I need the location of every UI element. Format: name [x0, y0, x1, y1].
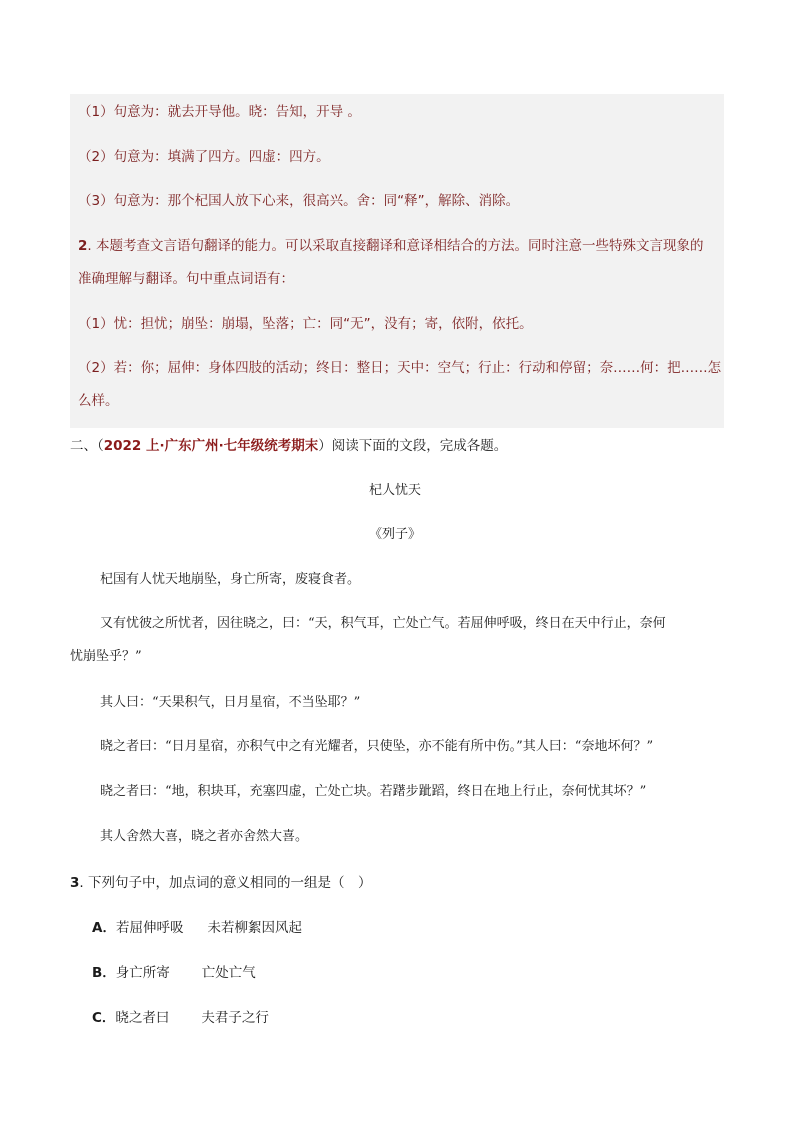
- section-header: [70, 437, 507, 455]
- answer-q2-intro-text: . 本题考查文言语句翻译的能力。可以采取直接翻译和意译相结合的方法。同时注意一些特殊文言现象的: [87, 238, 704, 254]
- passage-title: 杞人忧天: [369, 483, 422, 498]
- section-suffix: ）阅读下面的文段，完成各题。: [318, 438, 508, 454]
- answer-q1-item-1: （1）句意为：就去开导他。晓：告知，开导 。: [78, 104, 361, 120]
- option-c-left: 晓之者曰: [115, 1010, 170, 1026]
- passage-paragraph-6: 其人舍然大喜，晓之者亦舍然大喜。: [100, 829, 309, 844]
- answer-q1-item-2: （2）句意为：填满了四方。四虚：四方。: [78, 149, 330, 165]
- section-source: 2022 上·广东广州·七年级统考期末: [103, 438, 319, 454]
- passage-paragraph-2: 又有忧彼之所忧者，因往晓之，曰：“天，积气耳，亡处亡气。若屈伸呼吸，终日在天中行止，奈何: [100, 616, 666, 631]
- answer-q2-item-2-cont: 么样。: [78, 393, 119, 409]
- passage-paragraph-2-cont: 忧崩坠乎？”: [70, 649, 142, 664]
- passage-paragraph-4: 晓之者曰：“日月星宿，亦积气中之有光耀者，只使坠，亦不能有所中伤。”其人曰：“奈地坏何？”: [100, 739, 654, 754]
- passage-author: 《列子》: [369, 527, 422, 542]
- passage-paragraph-3: 其人曰：“天果积气，日月星宿，不当坠耶？”: [100, 695, 361, 710]
- option-a-label: A．: [92, 920, 116, 936]
- option-c[interactable]: [92, 1009, 269, 1027]
- option-c-label: C．: [92, 1010, 116, 1026]
- answer-q2-intro: [78, 237, 704, 255]
- answer-q2-item-2: （2）若：你；屈伸：身体四肢的活动；终日：整日；天中：空气；行止：行动和停留；奈……何：把……怎: [78, 360, 722, 376]
- section-prefix: 二、（: [70, 438, 104, 454]
- answer-q2-intro-cont: 准确理解与翻译。句中重点词语有：: [78, 271, 294, 287]
- answer-q2-item-1: （1）忧：担忧；崩坠：崩塌，坠落；亡：同“无”，没有；寄，依附，依托。: [78, 316, 533, 332]
- option-a-left: 若屈伸呼吸: [115, 920, 184, 936]
- option-c-right: 夫君子之行: [201, 1010, 269, 1026]
- option-b[interactable]: [92, 964, 256, 982]
- answer-q1-item-3: （3）句意为：那个杞国人放下心来，很高兴。舍：同“释”，解除、消除。: [78, 193, 520, 209]
- option-a[interactable]: [92, 919, 302, 937]
- option-a-right: 未若柳絮因风起: [207, 920, 302, 936]
- passage-paragraph-5: 晓之者曰：“地，积块耳，充塞四虚，亡处亡块。若躇步跐蹈，终日在地上行止，奈何忧其坏？”: [100, 784, 647, 799]
- question-3-number: 3: [70, 875, 80, 891]
- question-3-stem: [70, 874, 372, 892]
- answer-explanation-box: [70, 94, 724, 428]
- passage-paragraph-1: 杞国有人忧天地崩坠，身亡所寄，废寝食者。: [100, 572, 361, 587]
- answer-q2-number: 2: [78, 238, 88, 254]
- option-b-left: 身亡所寄: [115, 965, 170, 981]
- option-b-label: B．: [92, 965, 116, 981]
- option-b-right: 亡处亡气: [201, 965, 256, 981]
- question-3-stem-text: . 下列句子中，加点词的意义相同的一组是（ ）: [79, 875, 372, 891]
